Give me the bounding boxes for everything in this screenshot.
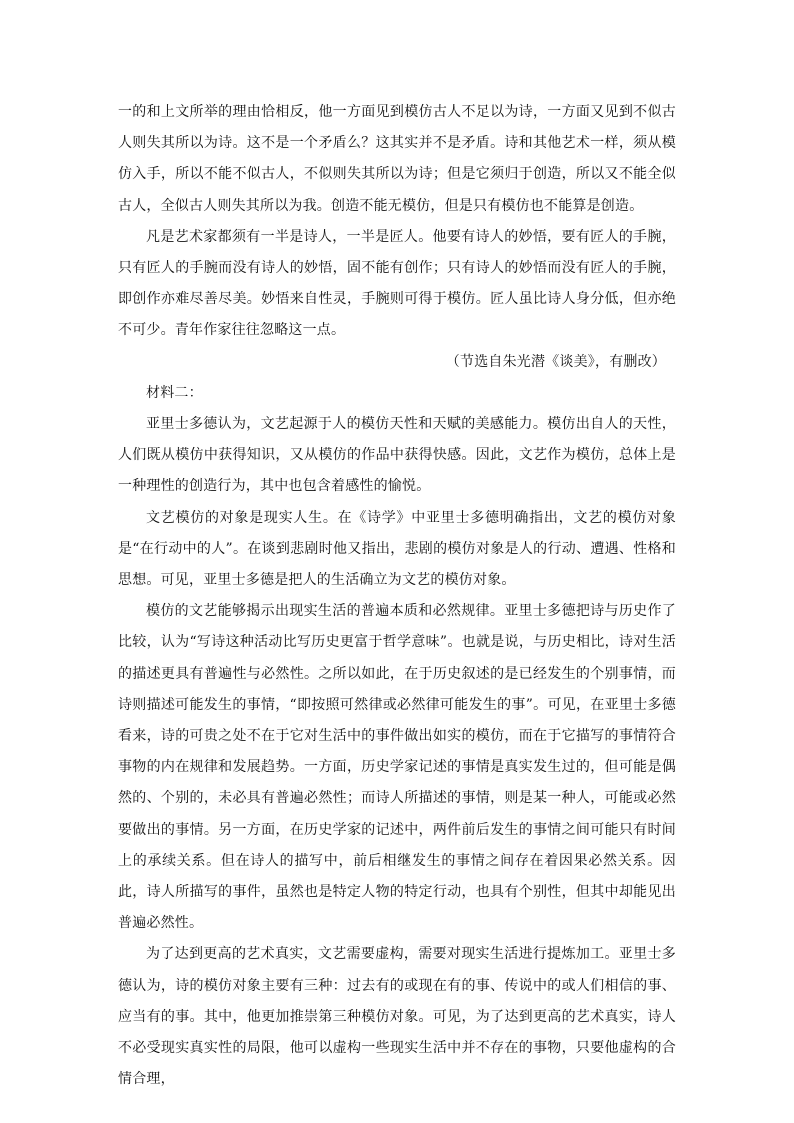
paragraph: 文艺模仿的对象是现实人生。在《诗学》中亚里士多德明确指出，文艺的模仿对象是“在行动中的人”。在谈到悲剧时他又指出，悲剧的模仿对象是人的行动、遭遇、性格和思想。可见，亚里士多德是把人的生活确立为文艺的模仿对象。 [118, 509, 676, 589]
paragraph: 模仿的文艺能够揭示出现实生活的普遍本质和必然规律。亚里士多德把诗与历史作了比较，认为“写诗这种活动比写历史更富于哲学意味”。也就是说，与历史相比，诗对生活的描述更具有普遍性与必然性。之所以如此，在于历史叙述的是已经发生的个别事情，而诗则描述可能发生的事情，“即按照可然律或必然律可能发生的事”。可见，在亚里士多德看来，诗的可贵之处不在于它对生活中的事件做出如实的模仿，而在于它描写的事情符合事物的内在规律和发展趋势。一方面，历史学家记述的事情是真实发生过的，但可能是偶然的、个别的，未必具有普遍必然性；而诗人所描述的事情，则是某一种人，可能或必然要做出的事情。另一方面，在历史学家的记述中，两件前后发生的事情之间可能只有时间上的承续关系。但在诗人的描写中，前后相继发生的事情之间存在着因果必然关系。因此，诗人所描写的事件，虽然也是特定人物的特定行动，也具有个别性，但其中却能见出普遍必然性。 [118, 603, 676, 932]
paragraph: 一的和上文所举的理由恰相反，他一方面见到模仿古人不足以为诗，一方面又见到不似古人则失其所以为诗。这不是一个矛盾么？这其实并不是矛盾。诗和其他艺术一样，须从模仿入手，所以不能不似古人，不似则失其所以为诗；但是它须归于创造，所以又不能全似古人，全似古人则失其所以为我。创造不能无模仿，但是只有模仿也不能算是创造。 [118, 104, 676, 214]
paragraph: 凡是艺术家都须有一半是诗人，一半是匠人。他要有诗人的妙悟，要有匠人的手腕，只有匠人的手腕而没有诗人的妙悟，固不能有创作；只有诗人的妙悟而没有匠人的手腕，即创作亦难尽善尽美。妙悟来自性灵，手腕则可得于模仿。匠人虽比诗人身分低，但亦绝不可少。青年作家往往忽略这一点。 [118, 228, 676, 339]
paragraph: 亚里士多德认为，文艺起源于人的模仿天性和天赋的美感能力。模仿出自人的天性，人们既从模仿中获得知识，又从模仿的作品中获得快感。因此，文艺作为模仿，总体上是一种理性的创造行为，其中也包含着感性的愉悦。 [118, 416, 676, 495]
paragraph: 为了达到更高的艺术真实，文艺需要虚构，需要对现实生活进行提炼加工。亚里士多德认为，诗的模仿对象主要有三种：过去有的或现在有的事、传说中的或人们相信的事、应当有的事。其中，他更加推崇第三种模仿对象。可见，为了达到更高的艺术真实，诗人不必受现实真实性的局限，他可以虚构一些现实生活中并不存在的事物，只要他虚构的合情合理， [118, 946, 676, 1088]
material-label: 材料二： [146, 384, 203, 401]
document-page [118, 97, 676, 1096]
source-note: （节选自朱光潜《谈美》，有删改） [445, 353, 666, 370]
